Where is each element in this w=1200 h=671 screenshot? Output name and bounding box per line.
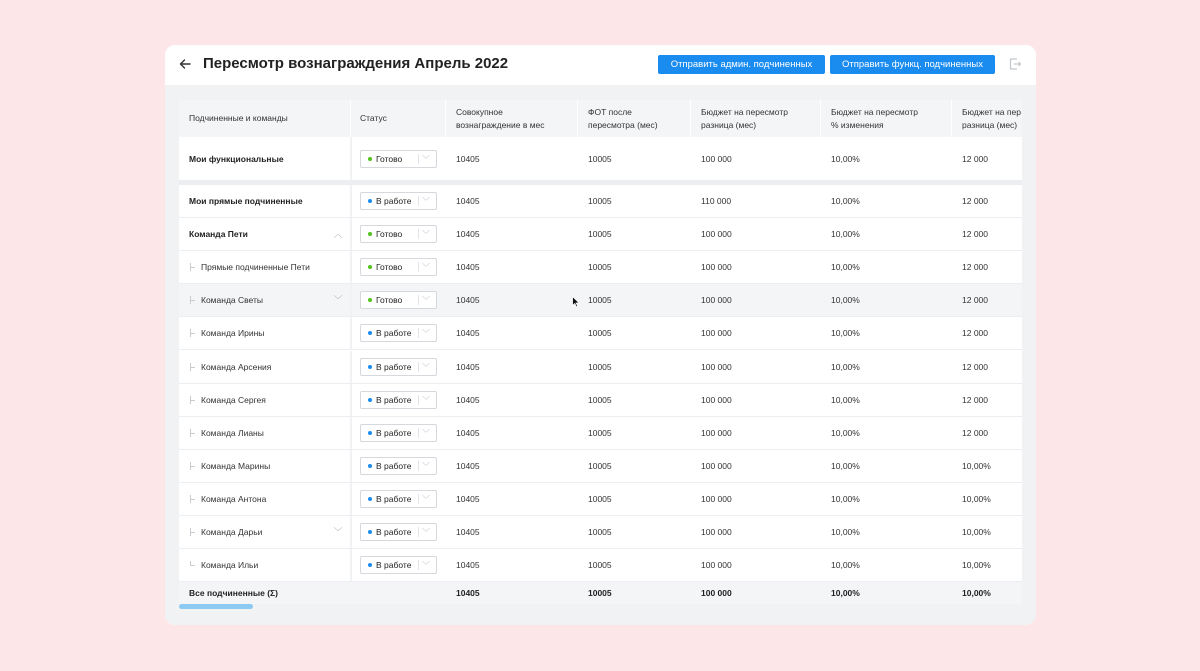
row-name: Команда Сергея — [201, 394, 266, 405]
footer-payroll: 10005 — [588, 588, 612, 598]
status-value: В работе — [376, 427, 412, 438]
cell-budget-percent: 10,00% — [831, 262, 860, 273]
table-row[interactable] — [179, 516, 1022, 549]
cell-total-comp: 10405 — [456, 460, 480, 471]
cell-budget-diff: 100 000 — [701, 295, 732, 306]
status-select[interactable] — [360, 225, 437, 243]
cell-budget-diff: 100 000 — [701, 527, 732, 538]
footer-budget-diff: 100 000 — [701, 588, 732, 598]
tree-branch-icon — [190, 528, 196, 536]
cell-payroll: 10005 — [588, 262, 612, 273]
table-row[interactable] — [179, 137, 1022, 180]
cell-budget-percent: 10,00% — [831, 394, 860, 405]
tree-branch-icon — [190, 462, 196, 470]
status-select[interactable] — [360, 391, 437, 409]
compensation-table — [179, 100, 1022, 604]
back-arrow-icon[interactable] — [178, 57, 192, 71]
cell-payroll: 10005 — [588, 394, 612, 405]
status-dot-icon — [368, 497, 372, 501]
cell-total-comp: 10405 — [456, 196, 480, 207]
cell-budget-diff-2: 12 000 — [962, 153, 988, 164]
row-name: Команда Пети — [189, 229, 248, 240]
row-name: Мои функциональные — [189, 153, 284, 164]
table-row[interactable] — [179, 218, 1022, 251]
status-value: В работе — [376, 394, 412, 405]
table-footer — [179, 582, 1022, 604]
cell-budget-diff: 100 000 — [701, 262, 732, 273]
cell-budget-diff: 100 000 — [701, 229, 732, 240]
cell-total-comp: 10405 — [456, 394, 480, 405]
row-name: Команда Арсения — [201, 361, 272, 372]
chevron-down-icon: ﹀ — [422, 263, 430, 273]
tree-branch-icon — [190, 296, 196, 304]
tree-branch-icon — [190, 329, 196, 337]
send-func-button[interactable]: Отправить функц. подчиненных — [830, 55, 995, 74]
status-dot-icon — [368, 431, 372, 435]
status-dot-icon — [368, 563, 372, 567]
cell-payroll: 10005 — [588, 493, 612, 504]
tree-branch-icon — [190, 495, 196, 503]
cell-total-comp: 10405 — [456, 427, 480, 438]
status-select[interactable] — [360, 490, 437, 508]
status-dot-icon — [368, 365, 372, 369]
cell-budget-diff: 100 000 — [701, 460, 732, 471]
cell-budget-percent: 10,00% — [831, 361, 860, 372]
send-admin-button[interactable]: Отправить админ. подчиненных — [658, 55, 825, 74]
table-row[interactable] — [179, 450, 1022, 483]
status-dot-icon — [368, 232, 372, 236]
cell-budget-diff-2: 12 000 — [962, 394, 988, 405]
status-value: В работе — [376, 527, 412, 538]
cell-budget-diff-2: 10,00% — [962, 493, 991, 504]
status-select[interactable] — [360, 258, 437, 276]
column-header-payroll[interactable]: ФОТ после пересмотра (мес) — [588, 106, 658, 130]
column-header-budget-diff-2[interactable]: Бюджет на пер разница (мес) — [962, 106, 1021, 130]
row-name: Команда Ирины — [201, 328, 265, 339]
table-row[interactable] — [179, 384, 1022, 417]
page-header — [165, 45, 1036, 85]
chevron-down-icon: ﹀ — [422, 561, 430, 571]
cell-total-comp: 10405 — [456, 262, 480, 273]
tree-branch-icon — [190, 561, 196, 566]
status-dot-icon — [368, 331, 372, 335]
chevron-down-icon: ﹀ — [422, 362, 430, 372]
chevron-down-icon: ﹀ — [422, 329, 430, 339]
cell-payroll: 10005 — [588, 295, 612, 306]
row-name: Команда Антона — [201, 493, 267, 504]
chevron-down-icon: ﹀ — [422, 461, 430, 471]
page-title: Пересмотр вознаграждения Апрель 2022 — [203, 55, 509, 72]
horizontal-scrollbar[interactable] — [179, 604, 253, 609]
cell-payroll: 10005 — [588, 153, 612, 164]
cell-total-comp: 10405 — [456, 361, 480, 372]
column-header-budget-diff[interactable]: Бюджет на пересмотр разница (мес) — [701, 106, 788, 130]
row-name: Команда Светы — [201, 295, 263, 306]
status-value: Готово — [376, 229, 403, 240]
status-select[interactable] — [360, 457, 437, 475]
cell-budget-percent: 10,00% — [831, 229, 860, 240]
footer-name: Все подчиненные (Σ) — [189, 588, 278, 598]
mouse-cursor-icon — [572, 296, 580, 308]
cell-budget-diff: 100 000 — [701, 328, 732, 339]
chevron-down-icon[interactable]: ﹀ — [333, 295, 343, 306]
table-row[interactable] — [179, 251, 1022, 284]
status-select[interactable] — [360, 192, 437, 210]
status-dot-icon — [368, 157, 372, 161]
cell-payroll: 10005 — [588, 460, 612, 471]
cell-budget-diff: 100 000 — [701, 560, 732, 571]
status-select[interactable] — [360, 324, 437, 342]
status-select[interactable] — [360, 556, 437, 574]
cell-total-comp: 10405 — [456, 295, 480, 306]
cell-total-comp: 10405 — [456, 493, 480, 504]
cell-budget-diff-2: 10,00% — [962, 460, 991, 471]
chevron-down-icon: ﹀ — [422, 230, 430, 240]
table-row[interactable] — [179, 351, 1022, 384]
cell-budget-diff-2: 12 000 — [962, 328, 988, 339]
status-value: Готово — [376, 262, 403, 273]
table-row[interactable] — [179, 317, 1022, 350]
cell-budget-diff-2: 12 000 — [962, 427, 988, 438]
cell-total-comp: 10405 — [456, 153, 480, 164]
footer-budget-diff-2: 10,00% — [962, 588, 991, 598]
status-value: Готово — [376, 153, 403, 164]
status-value: В работе — [376, 196, 412, 207]
cell-budget-percent: 10,00% — [831, 527, 860, 538]
status-dot-icon — [368, 298, 372, 302]
status-dot-icon — [368, 398, 372, 402]
cell-budget-diff-2: 10,00% — [962, 527, 991, 538]
cell-budget-percent: 10,00% — [831, 153, 860, 164]
chevron-down-icon: ﹀ — [422, 528, 430, 538]
status-select[interactable] — [360, 523, 437, 541]
row-name: Команда Марины — [201, 460, 271, 471]
table-row[interactable] — [179, 483, 1022, 516]
cell-budget-percent: 10,00% — [831, 295, 860, 306]
cell-total-comp: 10405 — [456, 527, 480, 538]
cell-payroll: 10005 — [588, 229, 612, 240]
footer-total-comp: 10405 — [456, 588, 480, 598]
status-dot-icon — [368, 265, 372, 269]
cell-budget-diff: 110 000 — [701, 196, 732, 207]
cell-budget-diff-2: 12 000 — [962, 361, 988, 372]
chevron-down-icon[interactable]: ﹀ — [333, 527, 343, 538]
status-select[interactable] — [360, 291, 437, 309]
cell-payroll: 10005 — [588, 527, 612, 538]
cell-budget-percent: 10,00% — [831, 427, 860, 438]
table-row[interactable] — [179, 185, 1022, 218]
row-name: Мои прямые подчиненные — [189, 196, 303, 207]
table-row[interactable] — [179, 549, 1022, 582]
table-row[interactable] — [179, 417, 1022, 450]
cell-payroll: 10005 — [588, 361, 612, 372]
status-value: Готово — [376, 295, 403, 306]
column-header-status[interactable]: Статус — [360, 113, 387, 123]
status-value: В работе — [376, 560, 412, 571]
column-header-total-comp[interactable]: Совокупное вознаграждение в мес — [456, 106, 545, 130]
status-value: В работе — [376, 361, 412, 372]
status-dot-icon — [368, 530, 372, 534]
cell-budget-percent: 10,00% — [831, 493, 860, 504]
tree-branch-icon — [190, 263, 196, 271]
status-dot-icon — [368, 199, 372, 203]
status-select[interactable] — [360, 358, 437, 376]
row-name: Команда Ильи — [201, 560, 259, 571]
status-value: В работе — [376, 460, 412, 471]
cell-payroll: 10005 — [588, 328, 612, 339]
cell-budget-diff: 100 000 — [701, 394, 732, 405]
cell-budget-diff: 100 000 — [701, 361, 732, 372]
column-header-budget-percent[interactable]: Бюджет на пересмотр % изменения — [831, 106, 918, 130]
cell-payroll: 10005 — [588, 196, 612, 207]
chevron-down-icon: ﹀ — [422, 296, 430, 306]
row-name: Прямые подчиненные Пети — [201, 262, 310, 273]
cell-payroll: 10005 — [588, 427, 612, 438]
cell-budget-percent: 10,00% — [831, 460, 860, 471]
cell-total-comp: 10405 — [456, 229, 480, 240]
review-card — [165, 45, 1036, 625]
chevron-up-icon[interactable]: ︿ — [333, 229, 343, 240]
footer-budget-percent: 10,00% — [831, 588, 860, 598]
tree-branch-icon — [190, 363, 196, 371]
cell-budget-percent: 10,00% — [831, 328, 860, 339]
status-select[interactable] — [360, 150, 437, 168]
cell-budget-percent: 10,00% — [831, 560, 860, 571]
row-name: Команда Дарьи — [201, 527, 263, 538]
cell-budget-diff-2: 10,00% — [962, 560, 991, 571]
tree-branch-icon — [190, 396, 196, 404]
row-name: Команда Лианы — [201, 427, 264, 438]
cell-budget-diff: 100 000 — [701, 493, 732, 504]
status-value: В работе — [376, 328, 412, 339]
column-header-subordinates[interactable]: Подчиненные и команды — [189, 113, 288, 123]
cell-total-comp: 10405 — [456, 328, 480, 339]
table-header — [179, 100, 1022, 137]
cell-budget-diff-2: 12 000 — [962, 196, 988, 207]
chevron-down-icon: ﹀ — [422, 154, 430, 164]
table-row[interactable] — [179, 284, 1022, 317]
chevron-down-icon: ﹀ — [422, 395, 430, 405]
cell-budget-diff: 100 000 — [701, 153, 732, 164]
cell-budget-diff: 100 000 — [701, 427, 732, 438]
tree-branch-icon — [190, 429, 196, 437]
chevron-down-icon: ﹀ — [422, 494, 430, 504]
status-select[interactable] — [360, 424, 437, 442]
exit-icon[interactable] — [1008, 57, 1022, 71]
cell-budget-diff-2: 12 000 — [962, 262, 988, 273]
cell-budget-diff-2: 12 000 — [962, 295, 988, 306]
chevron-down-icon: ﹀ — [422, 428, 430, 438]
cell-budget-diff-2: 12 000 — [962, 229, 988, 240]
cell-payroll: 10005 — [588, 560, 612, 571]
cell-budget-percent: 10,00% — [831, 196, 860, 207]
cell-total-comp: 10405 — [456, 560, 480, 571]
status-value: В работе — [376, 493, 412, 504]
chevron-down-icon: ﹀ — [422, 197, 430, 207]
status-dot-icon — [368, 464, 372, 468]
